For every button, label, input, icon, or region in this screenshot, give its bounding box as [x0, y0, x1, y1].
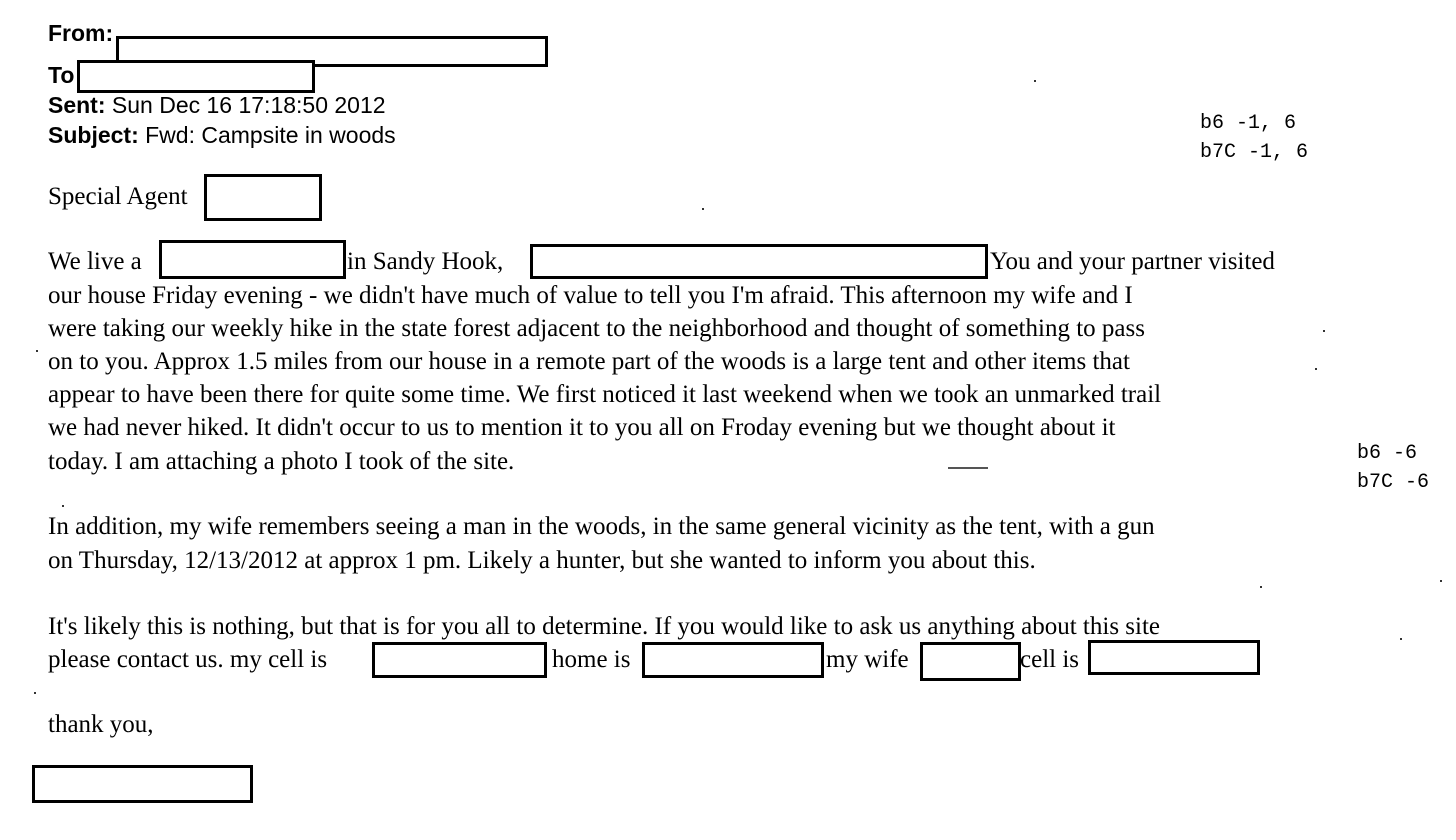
redaction-location: [530, 244, 988, 279]
p1-line5: appear to have been there for quite some time. We first noticed it last weekend when we took an unmarked trail: [48, 381, 1162, 408]
subject-line: Subject: Fwd: Campsite in woods: [48, 122, 396, 148]
scan-speck: [1323, 330, 1325, 332]
from-label-clipped: From:: [48, 20, 114, 46]
p3-line2-d: cell is: [1020, 646, 1080, 673]
scan-speck: [36, 350, 38, 352]
p3-line2-a: please contact us. my cell is: [48, 646, 328, 673]
p1-line1-a: We live a: [48, 248, 142, 275]
exemption-code-side-2: b7C -6: [1357, 471, 1430, 494]
p2-line2: on Thursday, 12/13/2012 at approx 1 pm. Likely a hunter, but she wanted to inform you about this.: [48, 547, 1036, 574]
salutation: Special Agent: [48, 183, 188, 210]
scan-speck: [702, 208, 704, 210]
p3-line2-b: home is: [552, 646, 631, 673]
exemption-code-top-2: b7C -1, 6: [1200, 141, 1309, 164]
p2-line1: In addition, my wife remembers seeing a man in the woods, in the same general vicinity as the tent, with a gun: [48, 513, 1155, 540]
p1-line1-b: in Sandy Hook,: [347, 248, 504, 275]
exemption-code-top-1: b6 -1, 6: [1200, 112, 1297, 135]
p1-line1-c: You and your partner visited: [990, 248, 1275, 275]
p1-line6: we had never hiked. It didn't occur to us to mention it to you all on Froday evening but we thought about it: [48, 414, 1116, 441]
p1-line2: our house Friday evening - we didn't have much of value to tell you I'm afraid. This afternoon my wife and I: [48, 282, 1133, 309]
p3-line2-c: my wife: [826, 646, 909, 673]
scan-speck: [1260, 586, 1262, 588]
scan-speck: [1400, 638, 1402, 640]
closing: thank you,: [48, 711, 154, 738]
redaction-home-number: [642, 642, 824, 678]
redaction-wife-name: [920, 642, 1021, 681]
p1-line3: were taking our weekly hike in the state forest adjacent to the neighborhood and thought of something to pass: [48, 315, 1145, 342]
scan-speck: [1034, 80, 1036, 82]
sent-line: Sent: Sun Dec 16 17:18:50 2012: [48, 92, 386, 118]
scan-speck: [34, 692, 36, 694]
redaction-to: [77, 60, 315, 93]
scan-speck: [1315, 368, 1317, 370]
redaction-address: [159, 240, 346, 279]
scan-speck: [1440, 580, 1442, 582]
redaction-signature: [32, 765, 253, 803]
p1-line7: today. I am attaching a photo I took of the site.: [48, 448, 515, 475]
redaction-wife-cell: [1088, 640, 1260, 675]
scan-speck: [62, 505, 64, 507]
redaction-cell-number: [372, 642, 547, 678]
p3-line1: It's likely this is nothing, but that is for you all to determine. If you would like to ask us anything about this site: [48, 613, 1161, 640]
to-label: To: [48, 62, 75, 88]
exemption-code-side-1: b6 -6: [1357, 442, 1418, 465]
scan-mark-dash: [948, 467, 988, 469]
redaction-agent-name: [204, 174, 322, 221]
p1-line4: on to you. Approx 1.5 miles from our house in a remote part of the woods is a large tent and other items that: [48, 348, 1130, 375]
